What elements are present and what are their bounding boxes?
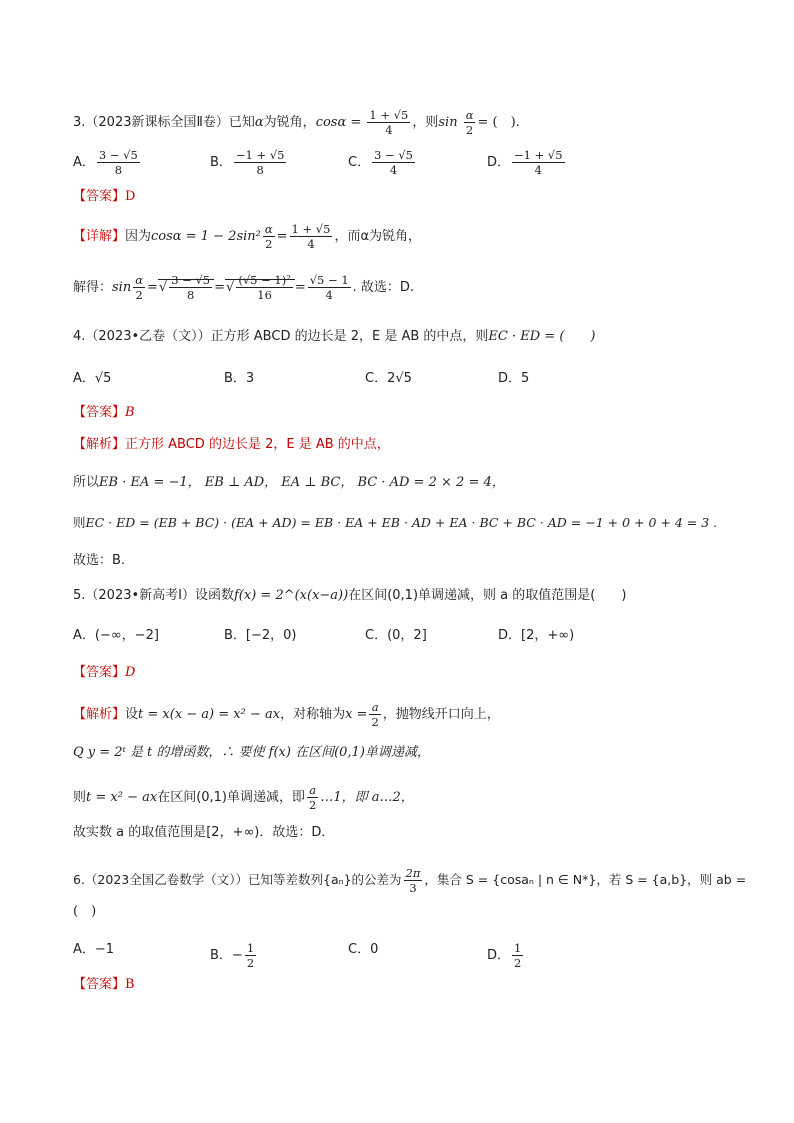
q3-detail-den: 4 <box>307 237 315 251</box>
q3-stem-end: = ( ). <box>477 115 520 130</box>
q6-stem <box>73 866 746 895</box>
q3-sin-expr: sin <box>438 115 458 130</box>
q4-analysis-tag: 【解析】 <box>73 437 126 452</box>
q3-stem-then: ，则 <box>412 115 439 130</box>
q5-a3-den: 2 <box>309 798 317 812</box>
q3-detail-eq: = <box>276 229 288 244</box>
q5-analysis-3 <box>73 783 414 812</box>
q4-option-d: D．5 <box>498 371 530 386</box>
q5-analysis-2 <box>73 744 430 762</box>
q3-option-b-label: B． <box>210 155 232 170</box>
q3-option-d-num: −1 + √5 <box>514 148 563 162</box>
q6-option-c: C．0 <box>348 942 379 957</box>
q4-answer <box>73 404 135 422</box>
q3-cos-den: 4 <box>385 123 393 137</box>
q4-option-c: C．2√5 <box>365 371 412 386</box>
q4-analysis-1 <box>73 436 390 454</box>
q3-alpha: α <box>254 115 264 130</box>
q6-stem-prefix: 6.（2023全国乙卷数学（文））已知等差数列{aₙ}的公差为 <box>73 872 402 887</box>
q6-answer-value: B <box>125 977 135 992</box>
q3-option-d-den: 4 <box>534 163 542 177</box>
q6-option-b-num: 1 <box>246 941 255 955</box>
q5-analysis-4: 故实数 a 的取值范围是[2，+∞)．故选：D． <box>73 825 335 840</box>
q4-answer-tag: 【答案】 <box>73 405 126 420</box>
q4-answer-value: B <box>125 405 135 420</box>
q3-option-c-num: 3 − √5 <box>374 148 413 162</box>
q3-solve-end: . 故选：D. <box>352 280 415 295</box>
q4-option-a: A．√5 <box>73 371 112 386</box>
q3-solve-eq2: = <box>214 280 226 295</box>
q6-option-b-den: 2 <box>246 956 255 970</box>
q6-answer <box>73 976 135 994</box>
q6-option-d-label: D． <box>487 948 511 963</box>
q5-a3-math: t = x² − ax <box>86 790 158 805</box>
q3-half-num: α <box>465 108 474 122</box>
q6-stem-line2: ( ) <box>73 904 97 919</box>
q3-cos-fraction <box>367 108 410 137</box>
q3-detail-text2: ，而α为锐角， <box>334 229 422 244</box>
q3-option-b <box>210 148 288 177</box>
q3-detail-text1: 因为 <box>125 229 152 244</box>
q3-option-a-num: 3 − √5 <box>98 148 138 162</box>
q4-analysis-3 <box>73 514 717 532</box>
q3-solve-half-num: α <box>135 273 143 287</box>
q5-a1-den: 2 <box>371 715 379 729</box>
q3-half-den: 2 <box>465 123 474 137</box>
q6-option-d-den: 2 <box>514 956 522 970</box>
q5-stem-math: f(x) = 2^(x(x−a)) <box>234 588 349 603</box>
q3-option-a <box>73 148 142 177</box>
q3-detail-tag: 【详解】 <box>73 229 126 244</box>
q4-stem-math: EC · ED = ( ) <box>488 329 596 344</box>
q4-analysis2-prefix: 所以 <box>73 475 100 490</box>
q3-solve-r2-den: 16 <box>257 288 272 302</box>
q3-solve-r2-num: (√5 − 1)² <box>238 273 291 287</box>
q4-analysis3-prefix: 则 <box>73 515 86 530</box>
q3-detail-half-den: 2 <box>265 237 273 251</box>
q3-solve-sin: sin <box>112 280 132 295</box>
q4-conclusion: 故选：B. <box>73 553 126 568</box>
q5-a3-mid: 在区间(0,1)单调递减，即 <box>157 790 306 805</box>
q6-diff-den: 3 <box>409 881 417 895</box>
q5-analysis-1 <box>73 700 500 729</box>
q5-option-a: A．(−∞，−2] <box>73 628 159 643</box>
q4-analysis3-math: EC · ED = (EB + BC) · (EA + AD) = EB · EA + EB · AD + EA · BC + BC · AD = −1 + 0 + 0 + 4 = 3 . <box>85 515 718 530</box>
q5-analysis-tag: 【解析】 <box>73 707 126 722</box>
q3-option-b-num: −1 + √5 <box>235 148 285 162</box>
q5-a3-end: …1，即 a…2， <box>320 790 414 805</box>
q6-stem-mid: ，集合 S = {cosaₙ | n ∈ N*}，若 S = {a,b}，则 ab = <box>424 872 747 887</box>
q3-solve-r3-den: 4 <box>325 288 333 302</box>
q3-option-d <box>487 148 567 177</box>
q3-answer-value: D <box>125 189 136 204</box>
q3-stem-mid: 为锐角， <box>263 115 316 130</box>
q3-cos-num: 1 + √5 <box>369 108 409 122</box>
q4-option-b: B．3 <box>224 371 255 386</box>
q6-option-a: A．−1 <box>73 942 115 957</box>
q5-option-b: B．[−2，0) <box>224 628 297 643</box>
q3-cos-expr: cosα = <box>315 115 362 130</box>
q3-solve-half-den: 2 <box>135 288 143 302</box>
q3-option-b-den: 8 <box>256 163 264 177</box>
q4-stem-text: 4.（2023•乙卷（文））正方形 ABCD 的边长是 2，E 是 AB 的中点，则 <box>73 329 489 344</box>
q3-option-d-label: D． <box>487 155 511 170</box>
q6-option-b <box>210 941 258 970</box>
q3-solve-eq3: = <box>294 280 306 295</box>
q3-stem <box>73 108 520 137</box>
q3-answer-tag: 【答案】 <box>73 189 126 204</box>
q4-analysis-2 <box>73 474 505 492</box>
q5-stem-prefix: 5.（2023•新高考Ⅰ）设函数 <box>73 588 234 603</box>
q5-a1-prefix: 设 <box>125 707 139 722</box>
q5-a1-math: t = x(x − a) = x² − ax <box>138 707 281 722</box>
q3-half-fraction <box>464 108 476 137</box>
q5-a2-text: Q y = 2ᵗ 是 t 的增函数，∴ 要使 f(x) 在区间(0,1)单调递减， <box>73 745 430 760</box>
q6-option-d <box>487 941 525 970</box>
q3-stem-prefix: 3.（2023新课标全国Ⅱ卷）已知 <box>73 115 255 130</box>
q6-answer-tag: 【答案】 <box>73 977 126 992</box>
q5-option-d: D．[2，+∞) <box>498 628 575 643</box>
q5-answer-value: D <box>125 665 136 680</box>
q3-option-c <box>348 148 417 177</box>
q3-option-c-label: C． <box>348 155 371 170</box>
q3-detail-num: 1 + √5 <box>291 222 331 236</box>
q6-option-d-num: 1 <box>514 941 522 955</box>
q3-solve-r1-num: 3 − √5 <box>171 273 211 287</box>
q5-a1-end: ，抛物线开口向上， <box>382 707 500 722</box>
q5-answer-tag: 【答案】 <box>73 665 126 680</box>
q3-detail-half-num: α <box>264 222 273 236</box>
q4-stem <box>73 328 595 346</box>
q3-detail-math1: cosα = 1 − 2sin² <box>151 229 261 244</box>
q5-answer <box>73 664 135 682</box>
q5-a1-x: x = <box>345 707 368 722</box>
q3-solve-tag: 解得： <box>73 280 113 295</box>
q3-detail <box>73 222 421 251</box>
q3-option-a-label: A． <box>73 155 95 170</box>
q5-a1-mid: ，对称轴为 <box>280 707 346 722</box>
q3-option-c-den: 4 <box>389 163 398 177</box>
q4-analysis2-math: EB · EA = −1， EB ⊥ AD， EA ⊥ BC， BC · AD = 2 × 2 = 4， <box>99 475 505 490</box>
q3-answer <box>73 188 135 206</box>
q4-analysis1-text: 正方形 ABCD 的边长是 2，E 是 AB 的中点， <box>125 437 390 452</box>
q5-option-c: C．(0，2] <box>365 628 427 643</box>
q5-stem-suffix: 在区间(0,1)单调递减，则 a 的取值范围是( ) <box>348 588 627 603</box>
q6-diff-num: 2π <box>405 866 421 880</box>
q3-option-a-den: 8 <box>114 163 123 177</box>
q6-option-b-label: B．− <box>210 948 243 963</box>
q5-a3-prefix: 则 <box>73 790 87 805</box>
q3-solve-r3-num: √5 − 1 <box>309 273 349 287</box>
q3-solve-eq1: = <box>147 280 158 295</box>
q3-solve-r1-den: 8 <box>187 288 195 302</box>
q5-a1-num: a <box>369 700 380 715</box>
q5-a3-num: a <box>307 783 318 798</box>
q3-solve: 解得：sin $\frac{\alpha}{2}$ =√ $\frac{3 - √5}{8}$ =√ $\frac{\text{(√5 − 1)²}}{16}$ = $\frac{√5 - 1}{4}$ . 故选：D. <box>73 273 415 302</box>
q5-stem <box>73 587 626 605</box>
